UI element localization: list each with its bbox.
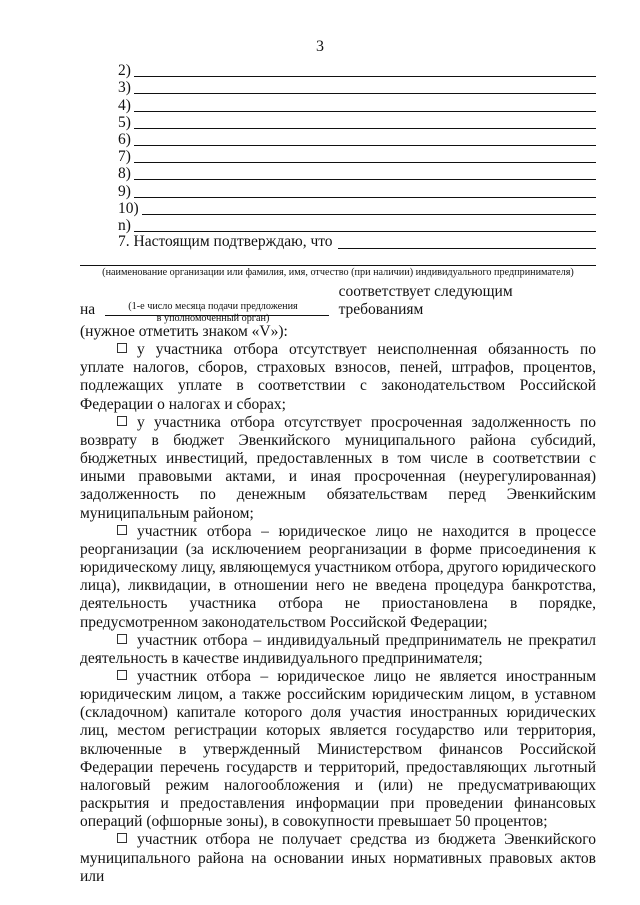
requirement-item — [80, 341, 596, 414]
list-row[interactable] — [118, 148, 596, 165]
confirm-row — [118, 233, 596, 251]
requirements-section — [80, 323, 596, 886]
list-number: 4) — [118, 96, 131, 114]
list-row[interactable] — [118, 217, 596, 234]
organization-name-line-full[interactable] — [80, 265, 596, 266]
list-row[interactable] — [118, 182, 596, 199]
date-caption-line: (1-е число месяца подачи предложения — [128, 301, 298, 312]
organization-name-line[interactable] — [338, 247, 596, 249]
requirement-text: участник отбора – юридическое лицо не является иностранным юридическим лицом, а также российским юридическим лицом, в уставном (складочном) капитале которого доля участия иностранных юридических лиц, местом регистрации которых является государство или территория, включенные в утвержденный Министерством финансов Российской Федерации перечень государств и территорий, предоставляющих льготный налоговый режим налогообложения и (или) не предусматривающих раскрытия и предоставления информации при проведении финансовых операций (офшорные зоны), в совокупности превышает 50 процентов; — [80, 667, 596, 831]
list-row[interactable] — [118, 165, 596, 182]
list-row[interactable] — [118, 96, 596, 113]
list-number: 8) — [118, 165, 131, 183]
list-number: 3) — [118, 79, 131, 97]
requirement-text: у участника отбора отсутствует неисполненная обязанность по уплате налогов, сборов, страховых взносов, пеней, штрафов, процентов, подлежащих уплате в соответствии с законодательством Российской Федерации о налогах и сборах; — [80, 341, 596, 413]
date-caption — [108, 301, 318, 325]
requirement-text: у участника отбора отсутствует просроченная задолженность по возврату в бюджет Эвенкийского муниципального района субсидий, бюджетных инвестиций, предоставленных в том числе в соответствии с иными правовыми актами, и иная просроченная (неурегулированная) задолженность по денежным обязательствам перед Эвенкийским муниципальным районом; — [80, 413, 596, 522]
na-label: на — [80, 301, 96, 318]
requirement-text: участник отбора – юридическое лицо не находится в процессе реорганизации (за исключением реорганизации в форме присоединения к юридическому лицу, являющемуся участником отбора, другого юридического лица), ликвидации, в отношении него не введена процедура банкротства, деятельность участника отбора не приостановлена в порядке, предусмотренном законодательством Российской Федерации; — [80, 522, 596, 631]
list-row[interactable] — [118, 114, 596, 131]
fill-in-line[interactable] — [142, 213, 596, 215]
requirement-text: участник отбора не получает средства из бюджета Эвенкийского муниципального района на основании иных нормативных правовых актов или — [80, 831, 596, 885]
requirement-checkbox[interactable] — [117, 343, 127, 353]
fill-in-line[interactable] — [134, 144, 596, 146]
list-number: 6) — [118, 130, 131, 148]
requirement-checkbox[interactable] — [117, 833, 127, 843]
list-number: n) — [118, 216, 131, 234]
requirement-item — [80, 414, 596, 523]
fill-in-line[interactable] — [134, 127, 596, 129]
fill-in-line[interactable] — [134, 110, 596, 112]
instruction-text: (нужное отметить знаком «V»): — [80, 323, 288, 340]
list-number: 5) — [118, 113, 131, 131]
requirement-checkbox[interactable] — [117, 525, 127, 535]
requirement-checkbox[interactable] — [117, 634, 127, 644]
list-row[interactable] — [118, 131, 596, 148]
date-caption-line: в уполномоченный орган) — [156, 313, 270, 324]
organization-caption: (наименование организации или фамилия, имя, отчество (при наличии) индивидуального предпринимателя) — [102, 267, 574, 278]
list-row[interactable] — [118, 62, 596, 79]
na-suffix: соответствует следующим требованиям — [338, 283, 513, 318]
fill-in-line[interactable] — [134, 92, 596, 94]
list-number: 7) — [118, 148, 131, 166]
list-row[interactable] — [118, 79, 596, 96]
numbered-list — [118, 62, 596, 234]
requirement-item — [80, 668, 596, 831]
fill-in-line[interactable] — [134, 196, 596, 198]
fill-in-line[interactable] — [134, 161, 596, 163]
requirement-checkbox[interactable] — [117, 670, 127, 680]
requirement-item — [80, 831, 596, 885]
list-row[interactable] — [118, 200, 596, 217]
confirm-label: 7. Настоящим подтверждаю, что — [118, 233, 333, 250]
list-number: 2) — [118, 62, 131, 80]
fill-in-line[interactable] — [134, 230, 596, 232]
requirement-item — [80, 632, 596, 668]
page-number: 3 — [316, 38, 324, 55]
list-number: 10) — [118, 199, 139, 217]
requirement-item — [80, 523, 596, 632]
fill-in-line[interactable] — [134, 178, 596, 180]
fill-in-line[interactable] — [134, 75, 596, 77]
requirement-checkbox[interactable] — [117, 416, 127, 426]
requirement-text: участник отбора – индивидуальный предприниматель не прекратил деятельность в качестве индивидуального предпринимателя; — [80, 631, 596, 667]
list-number: 9) — [118, 182, 131, 200]
